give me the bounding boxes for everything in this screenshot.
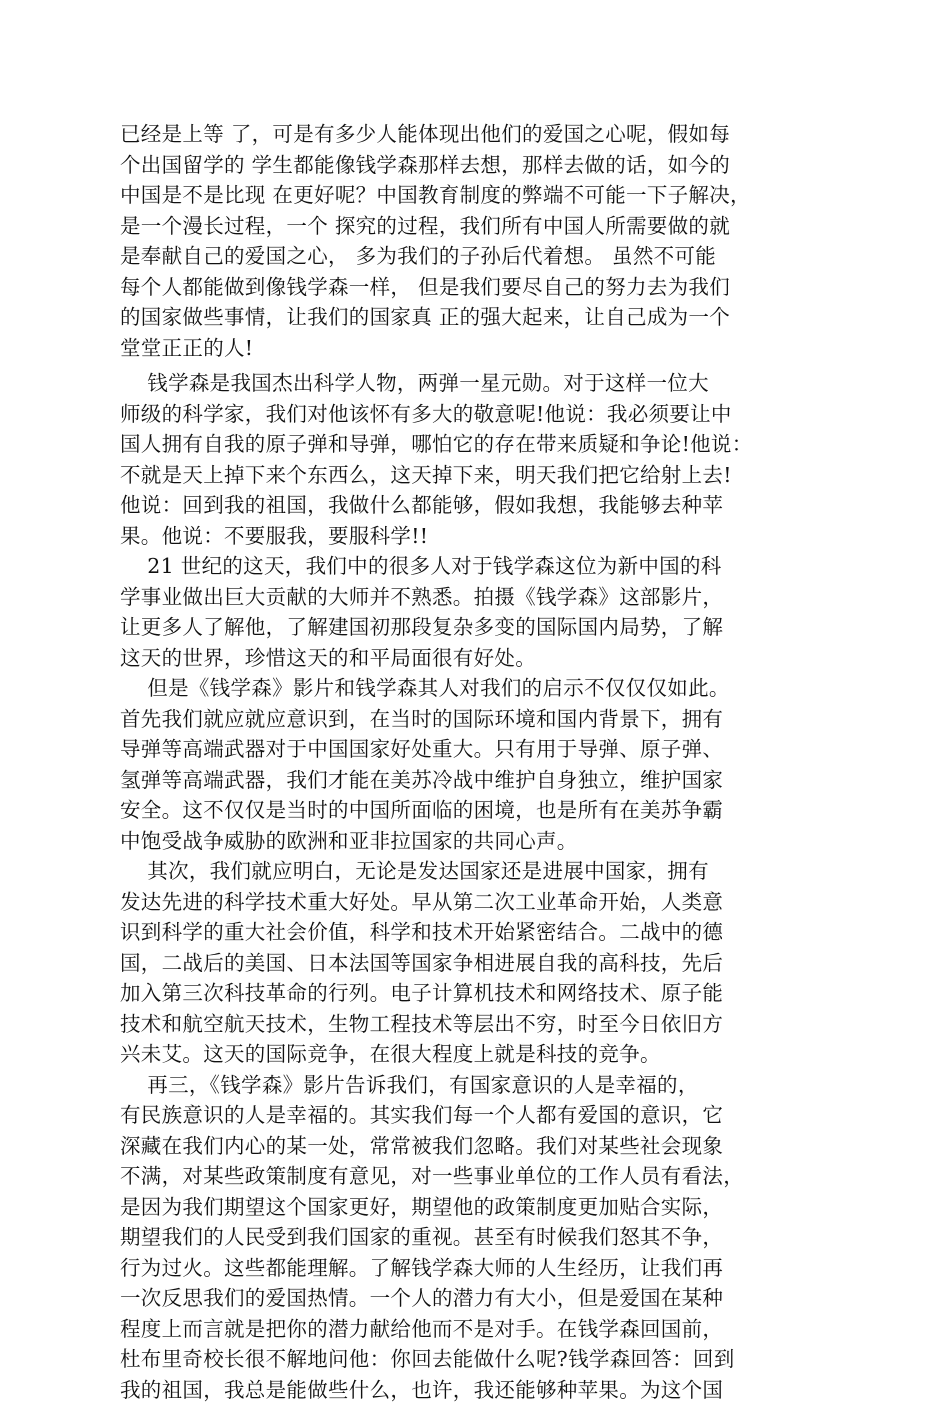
text-line: 不满，对某些政策制度有意见，对一些事业单位的工作人员有看法， xyxy=(120,1161,830,1192)
text-line: 他说：回到我的祖国，我做什么都能够，假如我想，我能够去种苹 xyxy=(120,490,830,521)
text-line: 堂堂正正的人! xyxy=(120,333,830,364)
text-block-body xyxy=(120,368,830,1405)
text-line: 让更多人了解他，了解建国初那段复杂多变的国际国内局势，了解 xyxy=(120,612,830,643)
text-line: 但是《钱学森》影片和钱学森其人对我们的启示不仅仅仅如此。 xyxy=(120,673,830,704)
text-line: 是因为我们期望这个国家更好，期望他的政策制度更加贴合实际， xyxy=(120,1192,830,1223)
text-line: 氢弹等高端武器，我们才能在美苏冷战中维护自身独立，维护国家 xyxy=(120,765,830,796)
text-line: 识到科学的重大社会价值，科学和技术开始紧密结合。二战中的德 xyxy=(120,917,830,948)
text-line: 程度上而言就是把你的潜力献给他而不是对手。在钱学森回国前， xyxy=(120,1314,830,1345)
text-line: 个出国留学的 学生都能像钱学森那样去想，那样去做的话，如今的 xyxy=(120,150,830,181)
text-line: 技术和航空航天技术，生物工程技术等层出不穷，时至今日依旧方 xyxy=(120,1009,830,1040)
text-line: 有民族意识的人是幸福的。其实我们每一个人都有爱国的意识，它 xyxy=(120,1100,830,1131)
text-line: 导弹等高端武器对于中国国家好处重大。只有用于导弹、原子弹、 xyxy=(120,734,830,765)
text-line: 再三，《钱学森》影片告诉我们，有国家意识的人是幸福的， xyxy=(120,1070,830,1101)
text-line: 发达先进的科学技术重大好处。早从第二次工业革命开始，人类意 xyxy=(120,887,830,918)
text-line: 安全。这不仅仅是当时的中国所面临的困境，也是所有在美苏争霸 xyxy=(120,795,830,826)
text-block-intro xyxy=(120,119,830,363)
text-line: 果。他说：不要服我，要服科学!! xyxy=(120,521,830,552)
text-line: 首先我们就应就应意识到，在当时的国际环境和国内背景下，拥有 xyxy=(120,704,830,735)
text-line: 一次反思我们的爱国热情。一个人的潜力有大小，但是爱国在某种 xyxy=(120,1283,830,1314)
text-line: 钱学森是我国杰出科学人物，两弹一星元勋。对于这样一位大 xyxy=(120,368,830,399)
text-line: 21 世纪的这天，我们中的很多人对于钱学森这位为新中国的科 xyxy=(120,551,830,582)
text-line: 已经是上等 了，可是有多少人能体现出他们的爱国之心呢，假如每 xyxy=(120,119,830,150)
text-line: 中国是不是比现 在更好呢？中国教育制度的弊端不可能一下子解决， xyxy=(120,180,830,211)
text-line: 是奉献自己的爱国之心， 多为我们的子孙后代着想。 虽然不可能 xyxy=(120,241,830,272)
text-line: 兴未艾。这天的国际竞争，在很大程度上就是科技的竞争。 xyxy=(120,1039,830,1070)
text-line: 每个人都能做到像钱学森一样， 但是我们要尽自己的努力去为我们 xyxy=(120,272,830,303)
text-line: 期望我们的人民受到我们国家的重视。甚至有时候我们怒其不争， xyxy=(120,1222,830,1253)
text-line: 不就是天上掉下来个东西么，这天掉下来，明天我们把它给射上去! xyxy=(120,460,830,491)
text-line: 深藏在我们内心的某一处，常常被我们忽略。我们对某些社会现象 xyxy=(120,1131,830,1162)
text-line: 其次，我们就应明白，无论是发达国家还是进展中国家，拥有 xyxy=(120,856,830,887)
text-line: 师级的科学家，我们对他该怀有多大的敬意呢!他说：我必须要让中 xyxy=(120,399,830,430)
text-line: 加入第三次科技革命的行列。电子计算机技术和网络技术、原子能 xyxy=(120,978,830,1009)
text-line: 中饱受战争威胁的欧洲和亚非拉国家的共同心声。 xyxy=(120,826,830,857)
text-line: 杜布里奇校长很不解地问他：你回去能做什么呢?钱学森回答：回到 xyxy=(120,1344,830,1375)
text-line: 国，二战后的美国、日本法国等国家争相进展自我的高科技，先后 xyxy=(120,948,830,979)
text-line: 是一个漫长过程，一个 探究的过程，我们所有中国人所需要做的就 xyxy=(120,211,830,242)
text-line: 行为过火。这些都能理解。了解钱学森大师的人生经历，让我们再 xyxy=(120,1253,830,1284)
text-line: 国人拥有自我的原子弹和导弹，哪怕它的存在带来质疑和争论!他说： xyxy=(120,429,830,460)
text-line: 我的祖国，我总是能做些什么，也许，我还能够种苹果。为这个国 xyxy=(120,1375,830,1405)
text-line: 的国家做些事情，让我们的国家真 正的强大起来，让自己成为一个 xyxy=(120,302,830,333)
text-line: 学事业做出巨大贡献的大师并不熟悉。拍摄《钱学森》这部影片， xyxy=(120,582,830,613)
text-line: 这天的世界，珍惜这天的和平局面很有好处。 xyxy=(120,643,830,674)
